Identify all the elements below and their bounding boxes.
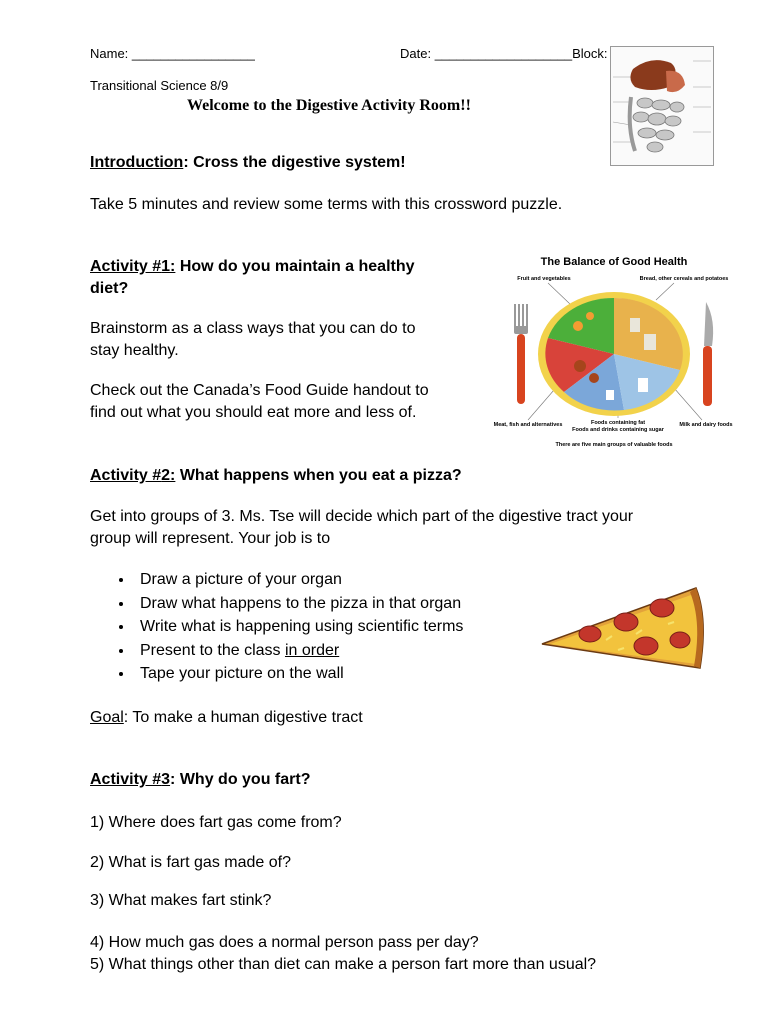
label-bread: Bread, other cereals and potatoes	[639, 276, 729, 282]
label-milk: Milk and dairy foods	[679, 422, 733, 428]
activity2-task-list	[112, 568, 463, 686]
list-item: • Tape your picture on the wall	[134, 662, 463, 686]
question-2: 2) What is fart gas made of?	[90, 854, 291, 871]
balance-of-good-health-image	[488, 250, 740, 450]
list-item: • Draw a picture of your organ	[134, 568, 463, 592]
activity1-para1: Brainstorm as a class ways that you can do to stay healthy.	[90, 320, 416, 359]
date-blank: ___________________	[434, 46, 573, 61]
label-sugar: Foods and drinks containing sugar	[572, 427, 664, 433]
question-4: 4) How much gas does a normal person pass per day?	[90, 934, 479, 951]
list-item: • Write what is happening using scientific terms	[134, 615, 463, 639]
name-field	[90, 46, 255, 61]
food-chart-title: The Balance of Good Health	[540, 256, 688, 268]
question-3: 3) What makes fart stink?	[90, 892, 272, 909]
question-1: 1) Where does fart gas come from?	[90, 814, 342, 831]
label-fruit-veg: Fruit and vegetables	[517, 276, 571, 282]
label-meat: Meat, fish and alternatives	[493, 422, 563, 428]
pizza-slice-image	[536, 578, 712, 678]
activity3-heading: Activity #3: Why do you fart?	[90, 771, 311, 788]
date-field	[400, 46, 607, 61]
goal-label: Goal	[90, 709, 124, 726]
activity1-label: Activity #1:	[90, 258, 176, 275]
block-label: Block:	[572, 46, 608, 61]
food-chart-footer: There are five main groups of valuable foods	[555, 442, 673, 448]
intro-heading: Introduction: Cross the digestive system!	[90, 154, 406, 171]
course-name: Transitional Science 8/9	[90, 78, 229, 93]
date-label: Date:	[400, 46, 432, 61]
page-title: Welcome to the Digestive Activity Room!!	[187, 97, 471, 114]
intro-label: Introduction	[90, 154, 184, 171]
list-item: • Present to the class in order	[134, 639, 463, 663]
list-item: • Draw what happens to the pizza in that organ	[134, 592, 463, 616]
activity2-para: Get into groups of 3. Ms. Tse will decide which part of the digestive tract your group will represent. Your job is to	[90, 508, 634, 547]
activity2-heading: Activity #2: What happens when you eat a pizza?	[90, 467, 462, 484]
activity3-label: Activity #3	[90, 771, 171, 788]
activity1-heading: Activity #1: How do you maintain a healthy diet?	[90, 258, 415, 297]
name-label: Name:	[90, 46, 129, 61]
intro-body: Take 5 minutes and review some terms with this crossword puzzle.	[90, 196, 563, 213]
goal-line: Goal: To make a human digestive tract	[90, 709, 363, 726]
activity2-label: Activity #2:	[90, 467, 176, 484]
digestive-system-image	[610, 46, 714, 166]
question-5: 5) What things other than diet can make a person fart more than usual?	[90, 956, 597, 973]
name-blank: _________________	[131, 46, 255, 61]
intro-heading-text: Cross the digestive system!	[188, 154, 406, 171]
label-fat: Foods containing fat	[590, 420, 646, 426]
activity1-para2: Check out the Canada’s Food Guide handout to find out what you should eat more and less of.	[90, 382, 429, 421]
